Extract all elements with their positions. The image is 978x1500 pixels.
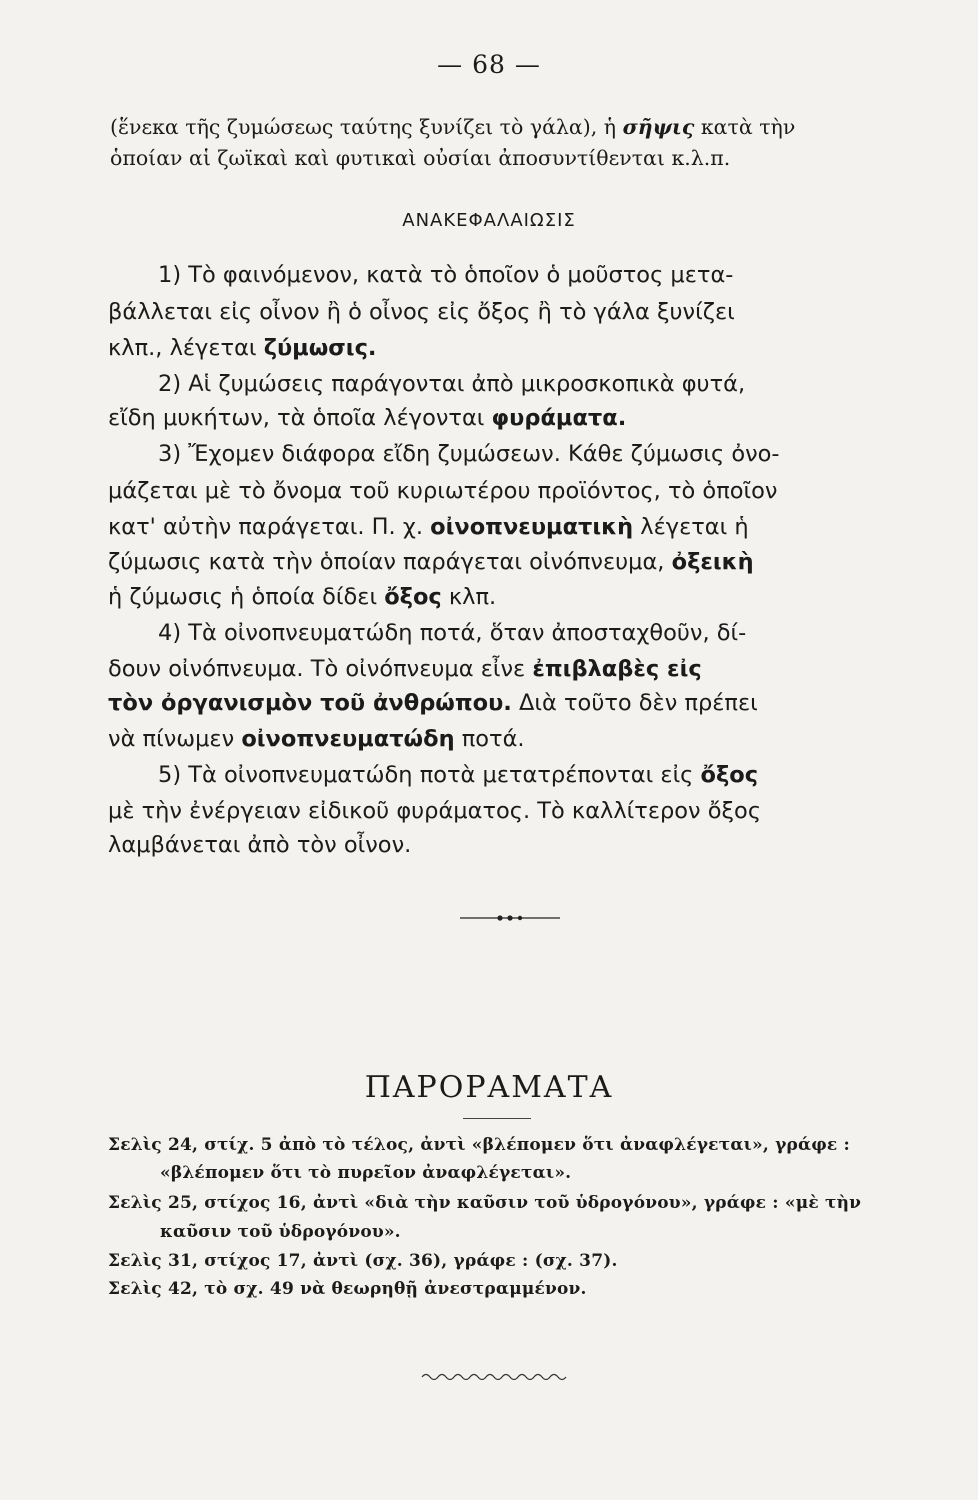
text: εἴδη μυκήτων, τὰ ὁποῖα λέγονται: [108, 405, 492, 431]
point-4-line-4: [108, 726, 908, 752]
point-5-line-1: [158, 762, 958, 788]
term-harmful: ἐπιβλαβὲς εἰς: [532, 656, 702, 682]
text: ποτά.: [454, 726, 525, 752]
term-alcoholic: οἰνοπνευματικὴ: [430, 514, 634, 540]
point-1-line-3: [108, 335, 908, 361]
text: ἡ ζύμωσις ἡ ὁποία δίδει: [108, 584, 385, 610]
errata-entry-3: Σελὶς 31, στίχος 17, ἀντὶ (σχ. 36), γράφε : (σχ. 37).: [108, 1251, 618, 1271]
point-3-line-3: [108, 514, 908, 540]
term-sepsis: σῆψις: [622, 115, 695, 139]
term-vinegar: ὄξος: [384, 584, 442, 610]
point-3-line-2: μάζεται μὲ τὸ ὄνομα τοῦ κυριωτέρου προϊόντος, τὸ ὁποῖον: [108, 478, 778, 504]
text: νὰ πίνωμεν: [108, 726, 242, 752]
point-2-line-1: 2) Αἱ ζυμώσεις παράγονται ἀπὸ μικροσκοπικὰ φυτά,: [158, 371, 746, 397]
errata-entry-1-line-1: Σελὶς 24, στίχ. 5 ἀπὸ τὸ τέλος, ἀντὶ «βλέπομεν ὅτι ἀναφλέγεται», γράφε :: [108, 1135, 851, 1155]
text: λέγεται ἡ: [633, 514, 749, 540]
term-human-organism: τὸν ὀργανισμὸν τοῦ ἀνθρώπου.: [108, 690, 512, 716]
term-vinegar: ὄξος: [700, 762, 759, 788]
text: ζύμωσις κατὰ τὴν ὁποίαν παράγεται οἰνόπνευμα,: [108, 549, 672, 575]
point-4-line-1: 4) Τὰ οἰνοπνευματώδη ποτά, ὅταν ἀποσταχθοῦν, δί-: [158, 620, 747, 646]
errata-title: ΠΑΡΟΡΑΜΑΤΑ: [364, 1070, 614, 1105]
text: δουν οἰνόπνευμα. Τὸ οἰνόπνευμα εἶνε: [108, 656, 533, 682]
term-ferments: φυράματα.: [491, 405, 627, 431]
point-2-line-2: [108, 405, 908, 431]
summary-heading: ΑΝΑΚΕΦΑΛΑΙΩΣΙΣ: [402, 210, 576, 231]
errata-entry-2-line-1: Σελὶς 25, στίχος 16, ἀντὶ «διὰ τὴν καῦσιν τοῦ ὑδρογόνου», γράφε : «μὲ τὴν: [108, 1193, 862, 1213]
intro-line-2: ὁποίαν αἱ ζωϊκαὶ καὶ φυτικαὶ οὐσίαι ἀποσυντίθενται κ.λ.π.: [110, 146, 731, 170]
point-5-line-2: μὲ τὴν ἐνέργειαν εἰδικοῦ φυράματος. Τὸ καλλίτερον ὄξος: [108, 798, 762, 824]
point-3-line-1: 3) Ἔχομεν διάφορα εἴδη ζυμώσεων. Κάθε ζύμωσις ὀνο-: [158, 441, 780, 467]
point-5-line-3: λαμβάνεται ἀπὸ τὸν οἶνον.: [108, 832, 412, 858]
point-4-line-3: [108, 690, 908, 716]
errata-entry-2-line-2: καῦσιν τοῦ ὑδρογόνου».: [160, 1222, 401, 1242]
page-number: — 68 —: [437, 50, 541, 79]
text: κλπ.: [441, 584, 497, 610]
point-1-line-2: βάλλεται εἰς οἶνον ἢ ὁ οἶνος εἰς ὄξος ἢ τὸ γάλα ξυνίζει: [108, 299, 735, 325]
ornament-divider-icon: [460, 912, 560, 924]
squiggle-ornament-icon: [420, 1370, 570, 1384]
intro-text: (ἕνεκα τῆς ζυμώσεως ταύτης ξυνίζει τὸ γάλα), ἡ: [110, 115, 623, 139]
intro-line-1: [110, 112, 900, 143]
intro-text: κατὰ τὴν: [694, 115, 796, 139]
term-zymosis: ζύμωσις.: [263, 335, 377, 361]
point-3-line-4: [108, 549, 908, 575]
errata-entry-4: Σελὶς 42, τὸ σχ. 49 νὰ θεωρηθῇ ἀνεστραμμένον.: [108, 1279, 587, 1299]
term-alcoholic-drinks: οἰνοπνευματώδη: [241, 726, 455, 752]
point-4-line-2: [108, 656, 908, 682]
term-acetic: ὀξεικὴ: [671, 549, 754, 575]
errata-entry-1-line-2: «βλέπομεν ὅτι τὸ πυρεῖον ἀναφλέγεται».: [160, 1163, 572, 1183]
text: 5) Τὰ οἰνοπνευματώδη ποτὰ μετατρέπονται εἰς: [158, 762, 701, 788]
text: κλπ., λέγεται: [108, 335, 264, 361]
point-3-line-5: [108, 584, 908, 610]
errata-rule: [463, 1118, 531, 1119]
text: κατ' αὐτὴν παράγεται. Π. χ.: [108, 514, 431, 540]
point-1-line-1: 1) Τὸ φαινόμενον, κατὰ τὸ ὁποῖον ὁ μοῦστος μετα-: [158, 262, 734, 288]
text: Διὰ τοῦτο δὲν πρέπει: [511, 690, 758, 716]
